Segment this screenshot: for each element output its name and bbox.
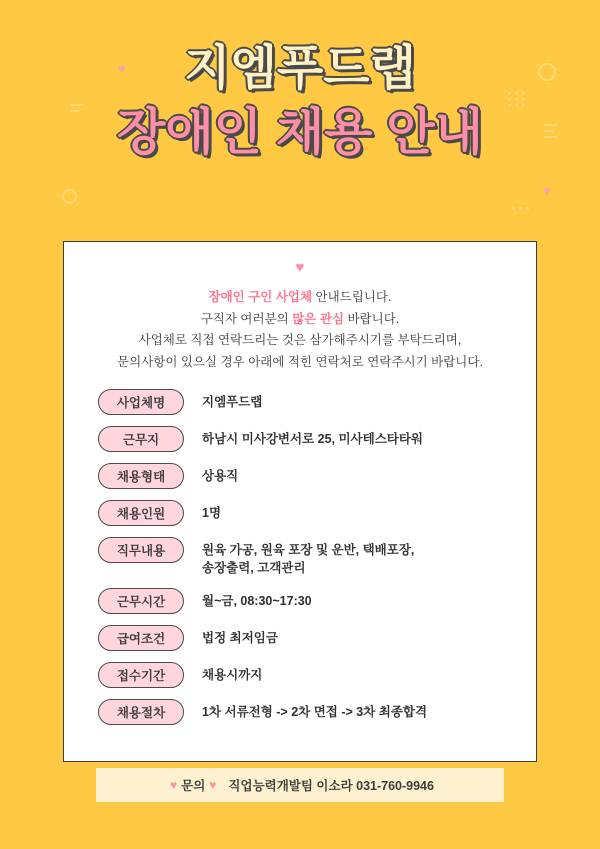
detail-row [98, 625, 536, 651]
row-value-work-hours-text: 월~금, 08:30~17:30 [202, 594, 312, 609]
intro-line-1 [86, 287, 514, 309]
decor-dotgrid-bottom [512, 207, 530, 210]
row-value-location [202, 426, 423, 448]
detail-row [98, 699, 536, 725]
title-line-2: 장애인 채용 안내 [117, 104, 483, 161]
row-label-location: 근무지 [98, 426, 184, 452]
intro-line-4: 문의사항이 있으실 경우 아래에 적힌 연락처로 연락주시기 바랍니다. [117, 354, 483, 369]
contact-footer [96, 768, 504, 802]
detail-rows [64, 389, 536, 725]
info-card [63, 241, 537, 762]
intro-line-2-pre: 구직자 여러분의 [200, 311, 293, 326]
title-line-1: 지엠푸드랩 [184, 42, 416, 95]
intro-line-2-emphasis: 많은 관심 [292, 311, 344, 326]
row-label-headcount: 채용인원 [98, 500, 184, 526]
poster-title [0, 44, 600, 159]
row-value-process-text: 1차 서류전형 -> 2차 면접 -> 3차 최종합격 [202, 705, 428, 720]
heart-icon-left: ♥ [170, 778, 178, 792]
row-value-employment-type-text: 상용직 [202, 469, 239, 483]
detail-row [98, 662, 536, 688]
row-value-duties-text-2: 송장출력, 고객관리 [202, 561, 306, 576]
row-value-location-text: 하남시 미사강변서로 25, 미사테스타타워 [202, 432, 423, 446]
detail-row [98, 463, 536, 489]
row-value-salary-text: 법정 최저임금 [202, 631, 278, 646]
decor-ring-left [62, 189, 77, 204]
row-value-headcount [202, 500, 221, 522]
detail-row [98, 389, 536, 415]
row-label-process: 채용절차 [98, 699, 184, 725]
detail-row [98, 500, 536, 526]
intro-line-2-post: 바랍니다. [344, 311, 400, 326]
row-label-salary: 급여조건 [98, 625, 184, 651]
row-value-process [202, 699, 427, 721]
row-value-company-text: 지엠푸드랩 [202, 395, 263, 409]
intro-text [64, 287, 536, 373]
row-label-duties: 직무내용 [98, 537, 184, 563]
row-label-application-period: 접수기간 [98, 662, 184, 688]
detail-row [98, 537, 536, 577]
row-label-company: 사업체명 [98, 389, 184, 415]
row-value-headcount-text: 1명 [202, 506, 222, 520]
row-value-application-period [202, 662, 262, 684]
row-value-company [202, 389, 262, 411]
intro-line-3: 사업체로 직접 연락드리는 것은 삼가해주시기를 부탁드리며, [138, 333, 462, 347]
contact-label: 문의 [181, 779, 206, 793]
row-value-work-hours [202, 588, 312, 610]
row-value-employment-type [202, 463, 238, 485]
detail-row [98, 426, 536, 452]
row-value-duties [202, 537, 414, 577]
row-label-employment-type: 채용형태 [98, 463, 184, 489]
decor-heart-right: ♥ [543, 183, 551, 198]
intro-line-2 [86, 309, 514, 331]
decor-heart-left: ♥ [118, 61, 126, 76]
heart-icon: ♥ [295, 259, 305, 276]
intro-line-1-emphasis: 장애인 구인 사업체 [208, 290, 313, 304]
row-label-work-hours: 근무시간 [98, 588, 184, 614]
row-value-application-period-text: 채용시까지 [202, 668, 263, 683]
intro-line-1-rest: 안내드립니다. [312, 290, 392, 304]
row-value-duties-text: 원육 가공, 원육 포장 및 운반, 택배포장, [202, 543, 415, 557]
detail-row [98, 588, 536, 614]
heart-icon-right: ♥ [209, 778, 217, 792]
contact-text: 직업능력개발팀 이소라 031-760-9946 [228, 779, 434, 793]
row-value-salary [202, 625, 278, 647]
